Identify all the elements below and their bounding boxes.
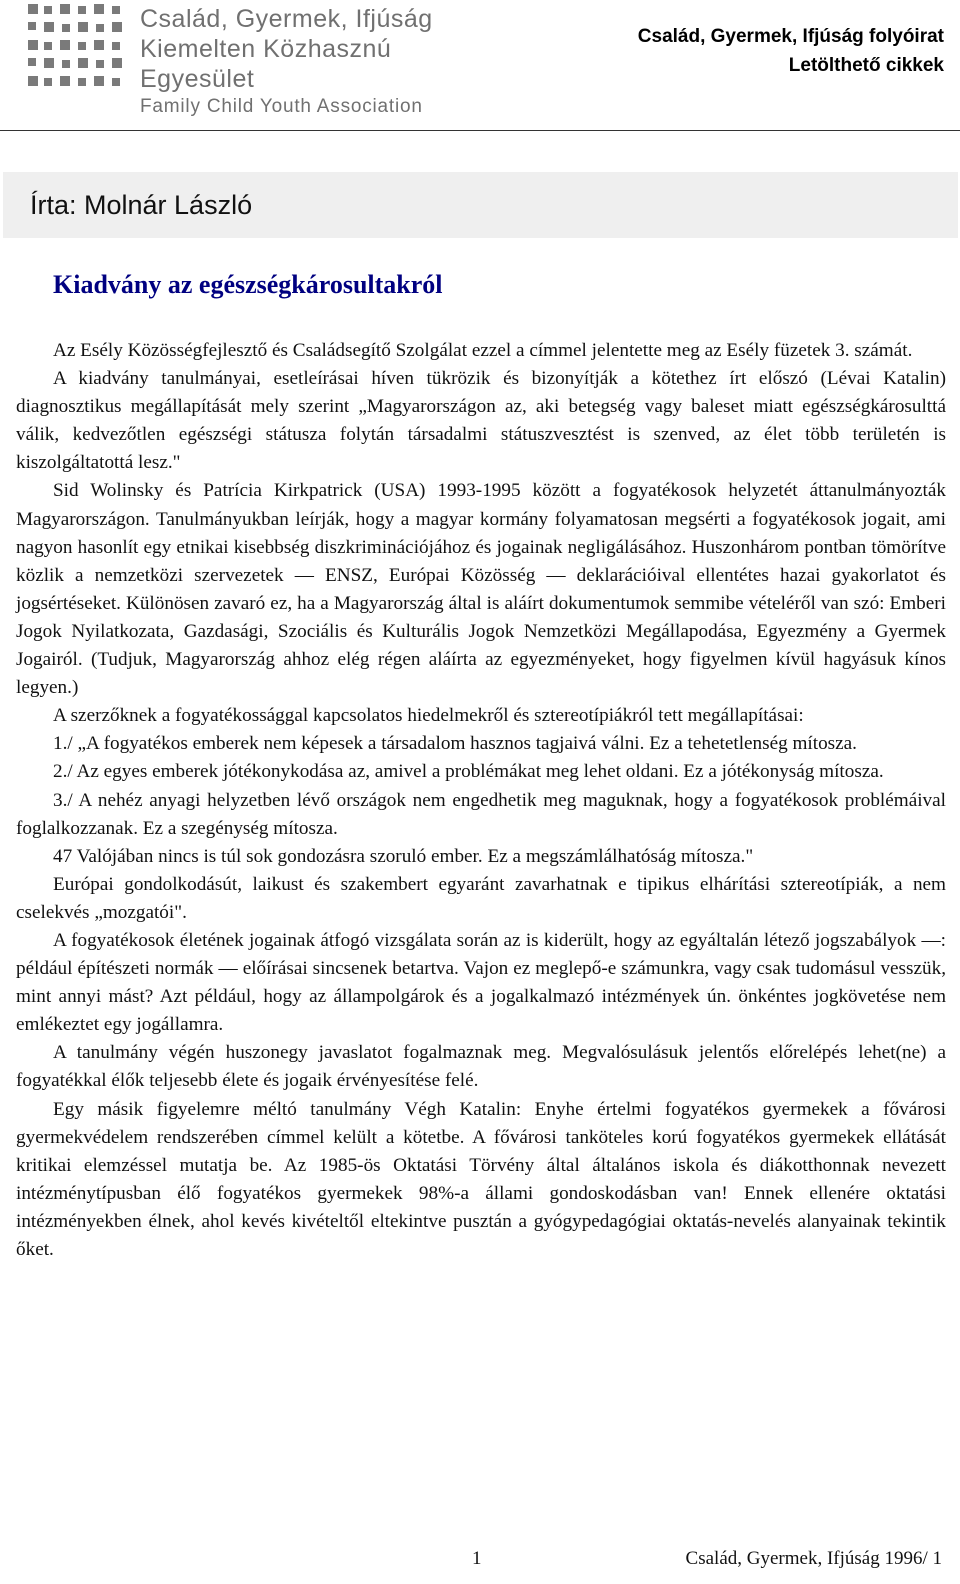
paragraph: 1./ „A fogyatékos emberek nem képesek a társadalom hasznos tagjaivá válni. Ez a tehetetlenség mítosza. xyxy=(53,733,857,755)
paragraph: Az Esély Közösségfejlesztő és Családsegítő Szolgálat ezzel a címmel jelentette meg az Esély füzetek 3. számát. xyxy=(53,340,913,361)
header-divider xyxy=(0,130,960,131)
page-number: 1 xyxy=(472,1548,482,1569)
paragraph: A szerzőknek a fogyatékossággal kapcsolatos hiedelmekről és sztereotípiákról tett megállapításai: xyxy=(53,705,804,727)
article-body xyxy=(16,337,946,1264)
logo-line-2: Kiemelten Közhasznú Egyesület xyxy=(140,35,392,93)
journal-name: Család, Gyermek, Ifjúság folyóirat xyxy=(637,26,944,47)
section-name: Letölthető cikkek xyxy=(788,55,944,76)
logo-dot-grid-icon xyxy=(24,0,134,100)
paragraph: Európai gondolkodásút, laikust és szakembert egyaránt zavarhatnak e tipikus elhárítási sztereotípiák, a nem cselekvés „mozgatói". xyxy=(16,873,946,923)
paragraph: 2./ Az egyes emberek jótékonykodása az, amivel a problémákat meg lehet oldani. Ez a jótékonyság mítosza. xyxy=(53,761,884,783)
footer-journal: Család, Gyermek, Ifjúság 1996/ 1 xyxy=(685,1548,942,1569)
paragraph: Egy másik figyelemre méltó tanulmány Végh Katalin: Enyhe értelmi fogyatékos gyermekek a fővárosi gyermekvédelem rendszerében címmel kelült a kötetbe. A fővárosi tanköteles korú fogyatékos gyermekek ellátását kritikai elemzéssel mutatja be. Az 1985-ös Oktatási Törvény által általános iskola és diákotthonnak nevezett intézménytípusban élő fogyatékos gyermekek 98%-a állami gondoskodásban van! Ennek ellenére oktatási intézményekben élnek, ahol kevés kivételtől eltekintve pusztán a gyógypedagógiai oktatás-nevelés alanyainak tekintik őket. xyxy=(16,1098,946,1260)
paragraph: 3./ A nehéz anyagi helyzetben lévő országok nem engedhetik meg maguknak, hogy a fogyatékosok problémáival foglalkozzanak. Ez a szegénység mítosza. xyxy=(16,789,946,839)
association-logo xyxy=(24,0,444,117)
logo-line-3: Family Child Youth Association xyxy=(140,96,423,117)
logo-line-1: Család, Gyermek, Ifjúság xyxy=(140,5,433,33)
header-info xyxy=(638,22,944,80)
author-line: Írta: Molnár László xyxy=(30,190,253,220)
paragraph: Sid Wolinsky és Patrícia Kirkpatrick (USA) 1993-1995 között a fogyatékosok helyzetét áttanulmányozták Magyarországon. Tanulmányukban leírják, hogy a magyar kormány folyamatosan megsérti a fogyatékosok jogait, ami nagyon hasonlít egy etnikai kisebbség diszkriminációjához és jogainak negligálásához. Huszonhárom pontban tömörítve közlik a nemzetközi szervezetek — ENSZ, Európai Közösség — deklarációival ellentétes hazai gyakorlatot és jogsértéseket. Különösen zavaró ez, ha a Magyarország által is aláírt dokumentumok semmibe vételéről van szó: Emberi Jogok Nyilatkozata, Gazdasági, Szociális és Kulturális Jogok Nemzetközi Megállapodása, Egyezmény a Gyermek Jogairól. (Tudjuk, Magyarország ahhoz elég régen aláírta az egyezményeket, hogy figyelmen kívül hagyásuk kínos legyen.) xyxy=(16,480,946,699)
author-bar xyxy=(3,172,958,238)
paragraph: 47 Valójában nincs is túl sok gondozásra szoruló ember. Ez a megszámlálhatóság mítosza." xyxy=(53,845,754,867)
article-title: Kiadvány az egészségkárosultakról xyxy=(53,270,443,299)
paragraph: A fogyatékosok életének jogainak átfogó vizsgálata során az is kiderült, hogy az egyáltalán létező jogszabályok —: például építészeti normák — előírásai sincsenek betartva. Vajon ez meglepő-e számunkra, vagy csak tudomásul vesszük, mint annyi mást? Azt például, hogy az állampolgárok és a jogalkalmazó intézmények ún. önkéntes jogkövetése nem emlékeztet egy jogállamra. xyxy=(16,929,946,1036)
paragraph: A tanulmány végén huszonegy javaslatot fogalmaznak meg. Megvalósulásuk jelentős előrelépés lehet(ne) a fogyatékkal élők teljesebb élete és jogaik érvényesítése felé. xyxy=(16,1042,946,1092)
paragraph: A kiadvány tanulmányai, esetleírásai híven tükrözik és bizonyítják a kötethez írt előszó (Lévai Katalin) diagnosztikus megállapítását mely szerint „Magyarországon az, aki betegség vagy baleset miatt egészségkárosulttá válik, kedvezőtlen egészségi státusza folytán társadalmi státuszvesztést is szenved, az élet több területén is kiszolgáltatottá lesz." xyxy=(16,368,946,474)
